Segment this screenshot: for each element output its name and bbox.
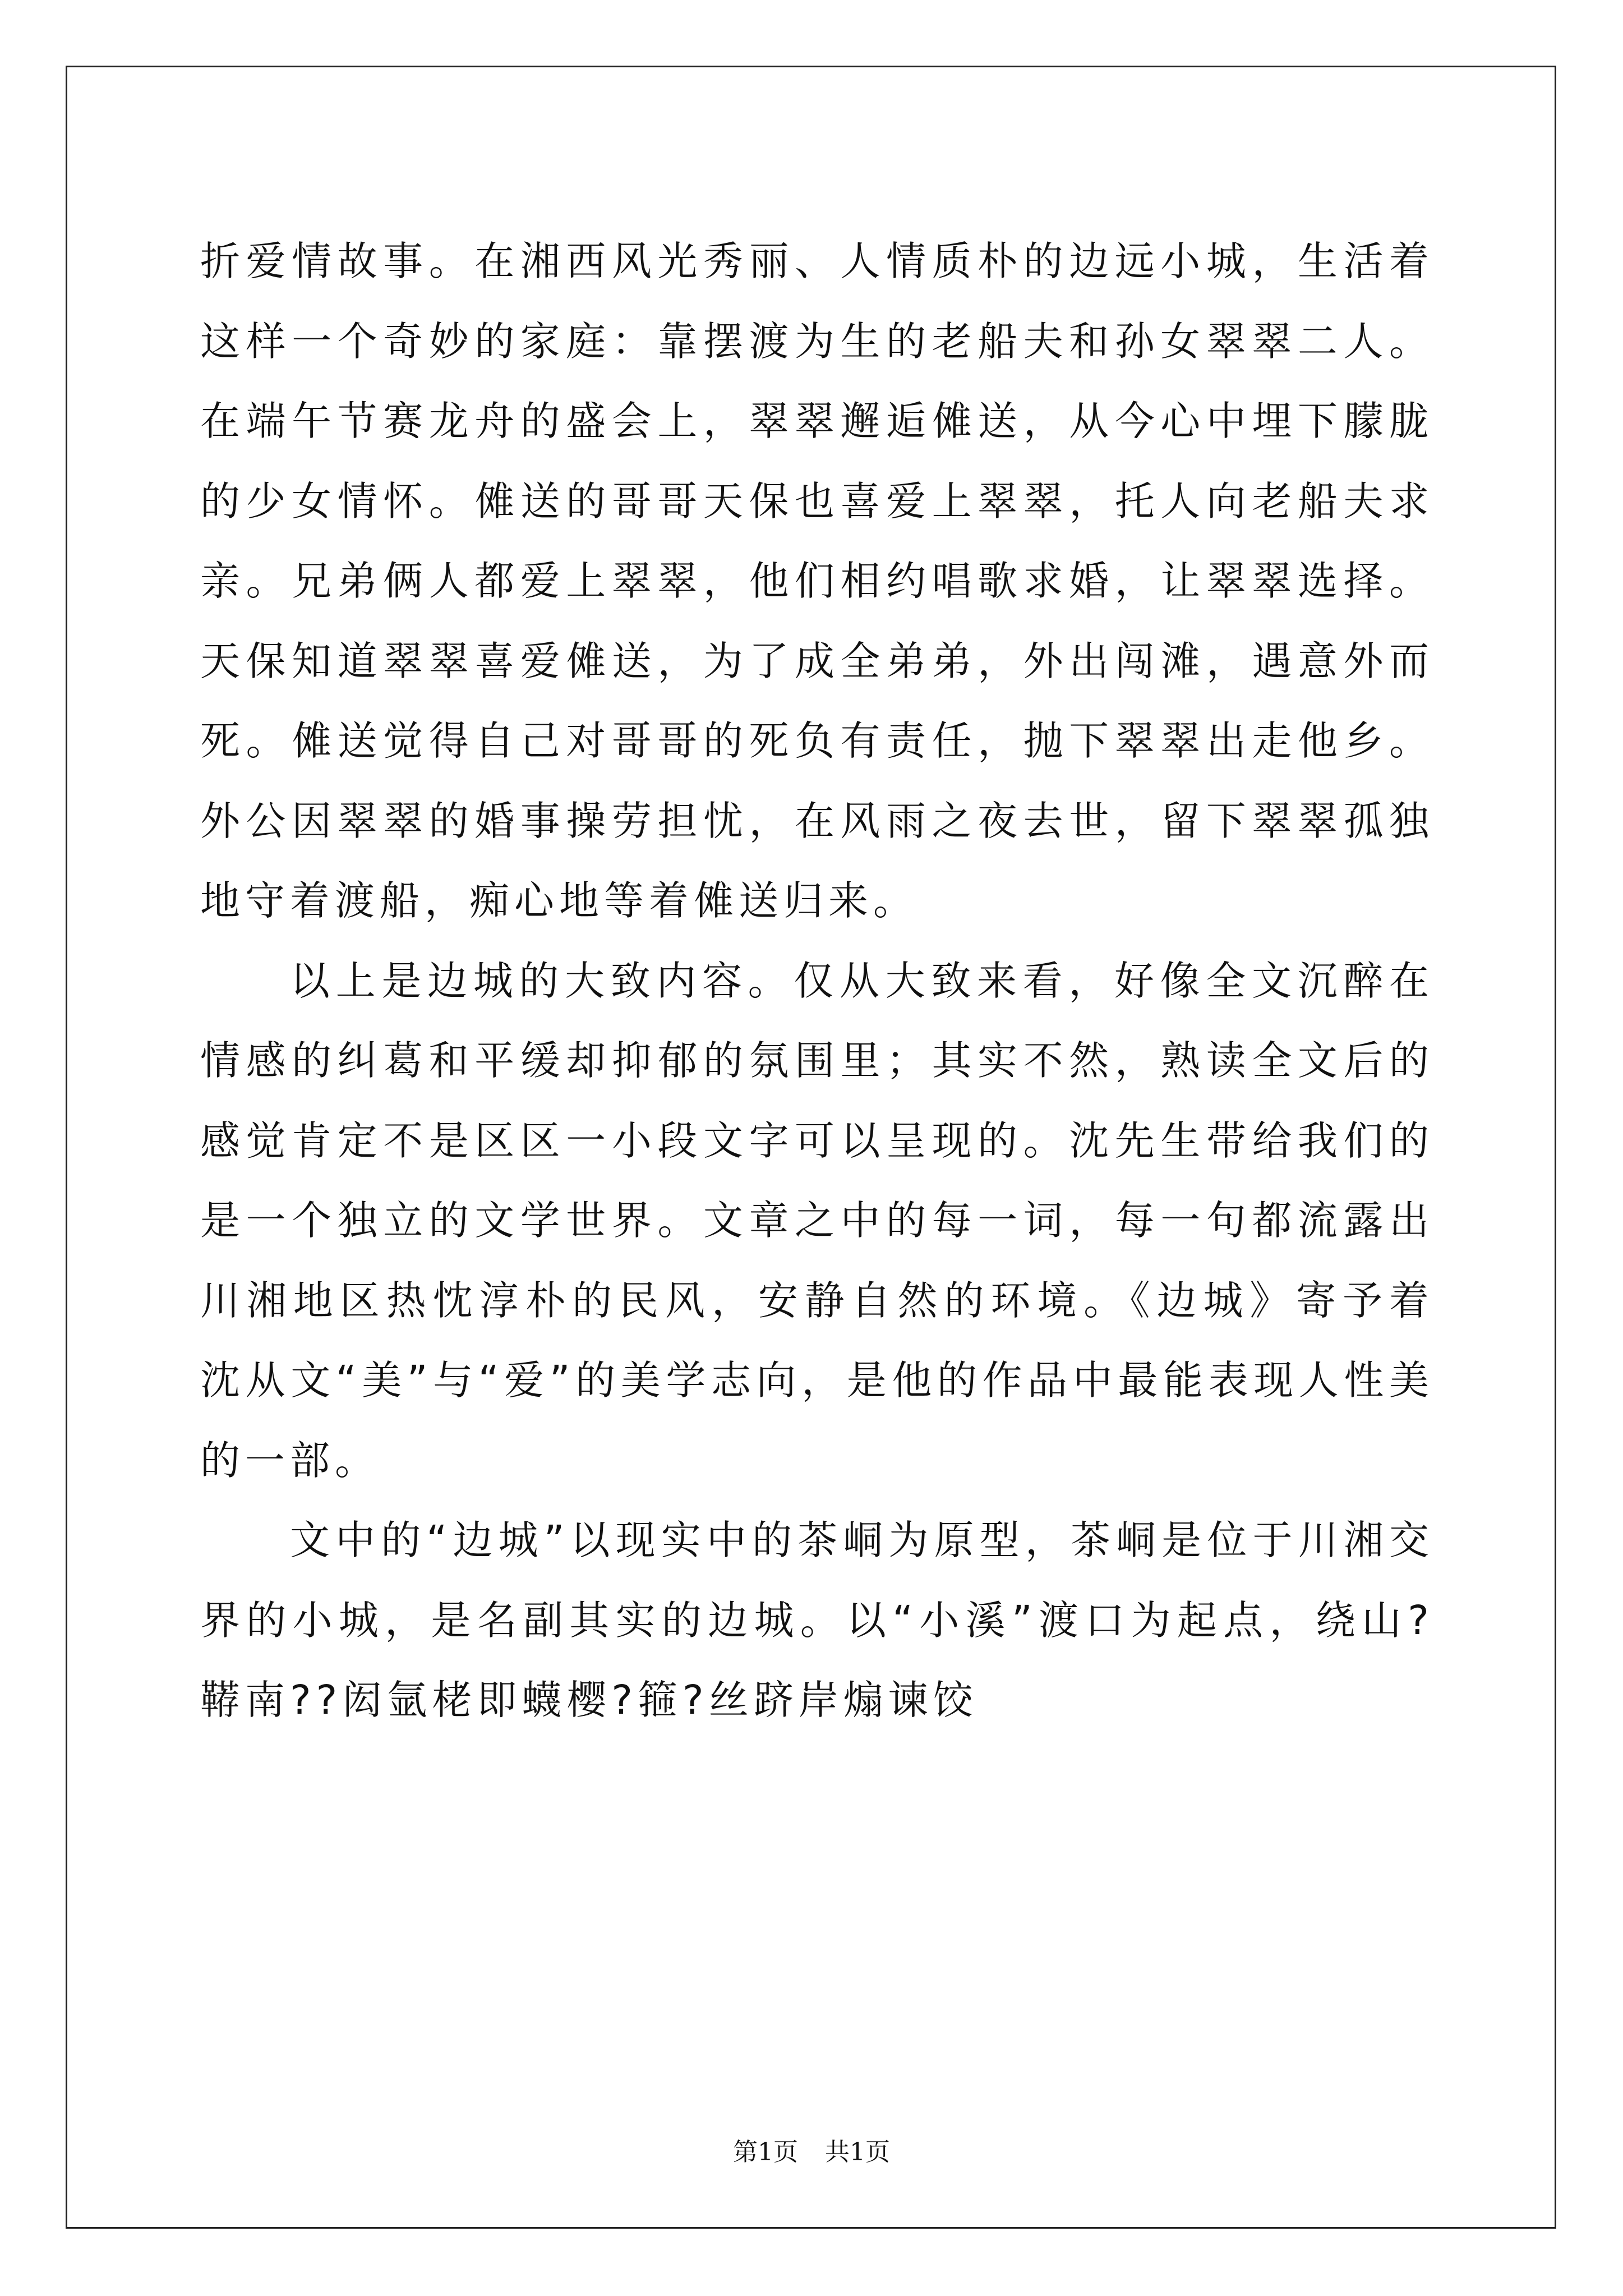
page-total: 共1页 [825,2138,890,2166]
page-footer [0,2132,1623,2168]
paragraph-2: 以上是边城的大致内容。仅从大致来看，好像全文沉醉在情感的纠葛和平缓却抑郁的氛围里；其实不然，熟读全文后的感觉肯定不是区区一小段文字可以呈现的。沈先生带给我们的是一个独立的文学世界。文章之中的每一词，每一句都流露出川湘地区热忱淳朴的民风，安静自然的环境。《边城》寄予着沈从文“美”与“爱”的美学志向，是他的作品中最能表现人性美的一部。 [200,957,1434,1484]
paragraph-1: 折爱情故事。在湘西风光秀丽、人情质朴的边远小城，生活着这样一个奇妙的家庭：靠摆渡为生的老船夫和孙女翠翠二人。在端午节赛龙舟的盛会上，翠翠邂逅傩送，从今心中埋下朦胧的少女情怀。傩送的哥哥天保也喜爱上翠翠，托人向老船夫求亲。兄弟俩人都爱上翠翠，他们相约唱歌求婚，让翠翠选择。天保知道翠翠喜爱傩送，为了成全弟弟，外出闯滩，遇意外而死。傩送觉得自己对哥哥的死负有责任，抛下翠翠出走他乡。外公因翠翠的婚事操劳担忧，在风雨之夜去世，留下翠翠孤独地守着渡船，痴心地等着傩送归来。 [200,238,1434,924]
page-number: 第1页 [733,2138,798,2166]
paragraph-3: 文中的“边城”以现实中的茶峒为原型，茶峒是位于川湘交界的小城，是名副其实的边城。以“小溪”渡口为起点，绕山?鞯南??闳氩栳即蠛樱?箍?丝跻岸煽谏饺 [200,1517,1434,1723]
document-body [200,222,1434,1741]
